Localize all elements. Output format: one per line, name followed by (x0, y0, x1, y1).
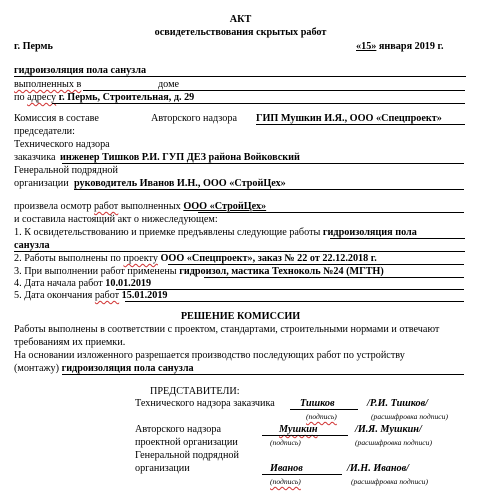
object-name-line (14, 76, 466, 77)
inspection-line (198, 212, 464, 213)
decision-line-4: (монтажу) гидроизоляция пола санузла (14, 363, 194, 374)
item-5-line (125, 301, 464, 302)
date-day: «15» (356, 41, 377, 52)
item-5-value: 15.01.2019 (119, 290, 168, 301)
rep-author-signature: Мушкин (279, 424, 318, 435)
rep-tech-decode-caption: (расшифровка подписи) (371, 412, 448, 421)
decision-line-2: требованиям их приемки. (14, 337, 126, 348)
done-in-label: выполненных в (14, 79, 82, 90)
rep-author-decode-caption: (расшифровка подписи) (355, 438, 432, 447)
chairman-label: председатели: (14, 126, 75, 137)
rep-tech-sign-caption: (подпись) (306, 412, 337, 421)
tech-label-2: заказчика (14, 152, 56, 163)
item-5: 5. Дата окончания работ 15.01.2019 (14, 290, 168, 301)
item-3-value: гидроизол, мастика Техноколь №24 (МГТН) (179, 266, 384, 277)
commission-intro: Комиссия в составе (14, 113, 99, 124)
rep-tech-signature: Тишков (300, 398, 335, 409)
rep-general-label-2: организации (135, 463, 190, 474)
author-supervision-value: ГИП Мушкин И.Я., ООО «Спецпроект» (256, 113, 442, 124)
item-4: 4. Дата начала работ 10.01.2019 (14, 278, 152, 289)
rep-general-signature: Иванов (270, 463, 303, 474)
contractor-org: ООО «СтройЦех» (183, 201, 267, 212)
rep-general-name: /И.Н. Иванов/ (347, 463, 409, 474)
rep-tech-label: Технического надзора заказчика (135, 398, 275, 409)
rep-tech-sign-line (290, 409, 358, 410)
author-line (256, 124, 465, 125)
rep-general-sign-line (262, 474, 342, 475)
act-date (356, 41, 444, 53)
date-rest: января 2019 г. (376, 41, 444, 52)
address-row: по адресу г. Пермь, Строительная, д. 29 (14, 92, 195, 103)
done-in-value: доме (158, 79, 180, 90)
rep-author-name: /И.Я. Мушкин/ (355, 424, 422, 435)
rep-general-decode-caption: (расшифровка подписи) (351, 477, 428, 486)
rep-tech-name: /Р.И. Тишков/ (367, 398, 428, 409)
general-contractor-value: руководитель Иванов И.Н., ООО «СтройЦех» (74, 178, 286, 189)
tech-supervision-value: инженер Тишков Р.И. ГУП ДЕЗ района Войковский (60, 152, 300, 163)
inspection-made: произвела осмотр работ выполненных ООО «СтройЦех» (14, 201, 267, 212)
item-1-cont: санузла (14, 240, 50, 251)
document-subtitle: освидетельствования скрытых работ (154, 27, 327, 38)
decision-heading: РЕШЕНИЕ КОМИССИИ (180, 311, 301, 322)
rep-author-sign-line (262, 435, 348, 436)
rep-author-label-2: проектной организации (135, 437, 238, 448)
rep-author-label-1: Авторского надзора (135, 424, 221, 435)
tech-line (62, 163, 464, 164)
item-3: 3. При выполнении работ применены гидроизол, мастика Техноколь №24 (МГТН) (14, 266, 384, 277)
item-2-value: ООО «Спецпроект», заказ № 22 от 22.12.2018 г. (157, 253, 377, 264)
done-in-line (83, 90, 465, 91)
item-1-line (330, 238, 465, 239)
document-title: АКТ (229, 14, 252, 25)
decision-line (62, 374, 464, 375)
rep-general-sign-caption: (подпись) (270, 477, 301, 486)
item-1-value: гидроизоляция пола (322, 227, 417, 238)
address-value: г. Пермь, Строительная, д. 29 (56, 92, 195, 103)
item-2: 2. Работы выполнены по проекту ООО «Спецпроект», заказ № 22 от 22.12.2018 г. (14, 253, 377, 264)
item-4-line (116, 289, 464, 290)
city: г. Пермь (14, 41, 53, 52)
rep-general-label-1: Генеральной подрядной (135, 450, 239, 461)
item-1-cont-line (14, 251, 465, 252)
general-line (74, 189, 464, 190)
decision-work: гидроизоляция пола санузла (61, 363, 194, 374)
decision-line-3: На основании изложенного разрешается производство последующих работ по устройству (14, 350, 405, 361)
tech-label-1: Технического надзора (14, 139, 110, 150)
act-compiled: и составила настоящий акт о нижеследующем: (14, 214, 218, 225)
item-4-value: 10.01.2019 (105, 278, 152, 289)
general-label-1: Генеральной подрядной (14, 165, 118, 176)
object-name: гидроизоляция пола санузла (14, 65, 147, 76)
representatives-heading: ПРЕДСТАВИТЕЛИ: (150, 386, 240, 397)
item-2-line (168, 264, 464, 265)
address-line (52, 103, 465, 104)
rep-author-sign-caption: (подпись) (270, 438, 301, 447)
general-label-2: организации (14, 178, 69, 189)
decision-line-1: Работы выполнены в соответствии с проектом, стандартами, строительными нормами и отвечают (14, 324, 440, 335)
author-supervision-label: Авторского надзора (151, 113, 237, 124)
item-3-line (204, 277, 464, 278)
item-1: 1. К освидетельствованию и приемке предъявлены следующие работы гидроизоляция пола (14, 227, 417, 238)
